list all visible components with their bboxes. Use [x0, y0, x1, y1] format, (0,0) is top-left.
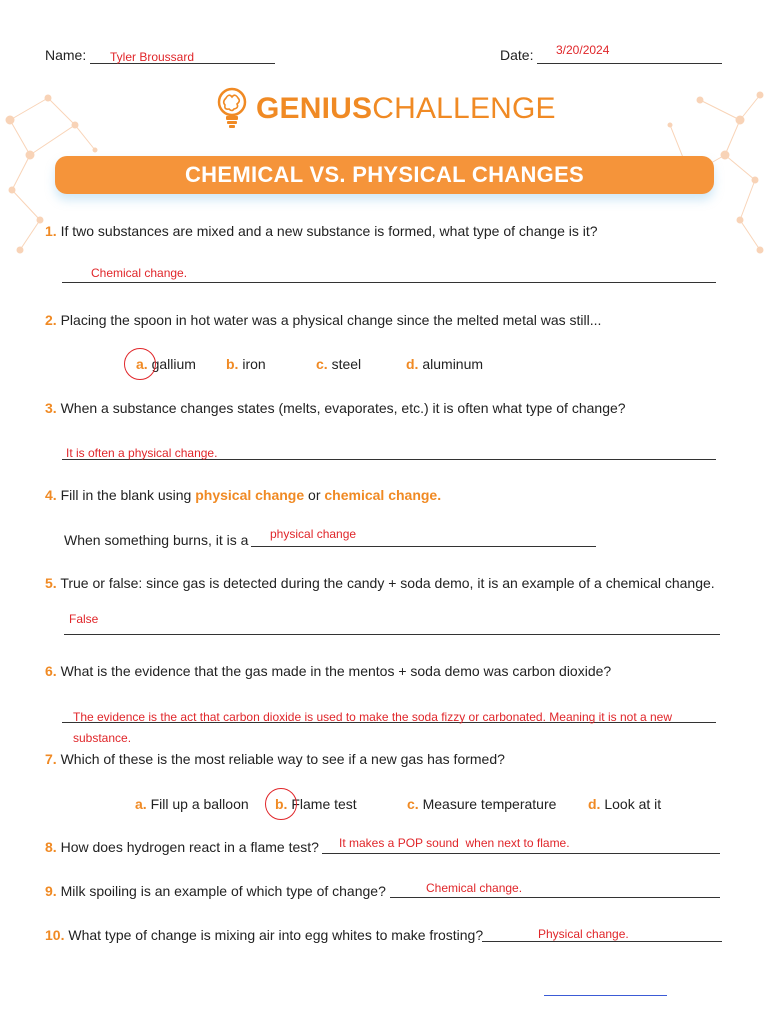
lightbulb-brain-icon — [216, 86, 248, 134]
question-9 — [45, 883, 386, 899]
option-text: aluminum — [422, 356, 484, 372]
question-number: 1. — [45, 223, 57, 239]
question-number: 4. — [45, 487, 57, 503]
question-number: 2. — [45, 312, 57, 328]
answer-6-line2: substance. — [73, 731, 132, 745]
question-text: True or false: since gas is detected during the candy + soda demo, it is an example of a chemical change. — [60, 575, 715, 591]
option-letter: d. — [588, 796, 601, 812]
answer-line-5[interactable] — [64, 620, 720, 635]
logo-rest: CHALLENGE — [372, 92, 556, 125]
option-letter: c. — [407, 796, 419, 812]
answer-5: False — [69, 612, 99, 626]
answer-3: It is often a physical change. — [66, 446, 218, 460]
question-text: What is the evidence that the gas made in the mentos + soda demo was carbon dioxide? — [60, 663, 612, 679]
question-number: 7. — [45, 751, 57, 767]
logo-wordmark — [256, 92, 556, 126]
option-2d[interactable] — [406, 356, 483, 372]
question-8 — [45, 839, 319, 855]
answer-10: Physical change. — [538, 927, 629, 941]
page-title: CHEMICAL VS. PHYSICAL CHANGES — [55, 156, 714, 194]
name-label: Name: — [45, 47, 87, 63]
option-text: Measure temperature — [422, 796, 557, 812]
answer-8: It makes a POP sound when next to flame. — [339, 836, 570, 850]
question-text: Fill in the blank using — [60, 487, 196, 503]
answer-9: Chemical change. — [426, 881, 523, 895]
question-text: Placing the spoon in hot water was a physical change since the melted metal was still... — [60, 312, 602, 328]
question-text: When a substance changes states (melts, evaporates, etc.) it is often what type of change? — [60, 400, 626, 416]
question-text: How does hydrogen react in a flame test? — [60, 839, 319, 855]
question-text: If two substances are mixed and a new substance is formed, what type of change is it? — [60, 223, 598, 239]
fill-in-prompt: When something burns, it is a — [64, 532, 249, 548]
option-letter: b. — [275, 796, 288, 812]
question-4 — [45, 487, 441, 503]
selected-circle — [124, 348, 156, 380]
option-2c[interactable] — [316, 356, 361, 372]
option-text: Flame test — [291, 796, 357, 812]
question-number: 9. — [45, 883, 57, 899]
question-number: 6. — [45, 663, 57, 679]
question-text: What type of change is mixing air into egg whites to make frosting? — [68, 927, 484, 943]
question-5 — [45, 575, 715, 591]
question-6 — [45, 663, 611, 679]
option-text: iron — [242, 356, 266, 372]
answer-4: physical change — [270, 527, 357, 541]
name-value: Tyler Broussard — [110, 50, 195, 64]
question-number: 10. — [45, 927, 65, 943]
option-text: Fill up a balloon — [150, 796, 249, 812]
option-7d[interactable] — [588, 796, 661, 812]
question-text: Which of these is the most reliable way to see if a new gas has formed? — [60, 751, 505, 767]
question-3 — [45, 400, 626, 416]
option-text: Look at it — [604, 796, 662, 812]
question-number: 3. — [45, 400, 57, 416]
option-2b[interactable] — [226, 356, 266, 372]
logo-bold: GENIUS — [256, 92, 373, 125]
option-letter: b. — [226, 356, 239, 372]
option-7c[interactable] — [407, 796, 556, 812]
option-text: steel — [331, 356, 362, 372]
footer-link-line[interactable] — [544, 995, 667, 996]
option-letter: a. — [136, 356, 148, 372]
question-text: Milk spoiling is an example of which type of change? — [60, 883, 386, 899]
question-2 — [45, 312, 601, 328]
keyword-physical: physical change — [195, 487, 305, 503]
option-letter: a. — [135, 796, 147, 812]
option-letter: d. — [406, 356, 419, 372]
option-letter: c. — [316, 356, 328, 372]
question-text: or — [304, 487, 325, 503]
question-number: 8. — [45, 839, 57, 855]
keyword-chemical: chemical change. — [324, 487, 442, 503]
selected-circle — [265, 788, 297, 820]
answer-6-line1: The evidence is the act that carbon dioxide is used to make the soda fizzy or carbonated. Meaning it is not a new — [73, 710, 673, 724]
date-label: Date: — [500, 47, 534, 63]
question-1 — [45, 223, 598, 239]
answer-1: Chemical change. — [91, 266, 188, 280]
question-7 — [45, 751, 505, 767]
option-7a[interactable] — [135, 796, 249, 812]
option-text: gallium — [151, 356, 196, 372]
question-10 — [45, 927, 483, 943]
date-value: 3/20/2024 — [556, 43, 610, 57]
question-number: 5. — [45, 575, 57, 591]
